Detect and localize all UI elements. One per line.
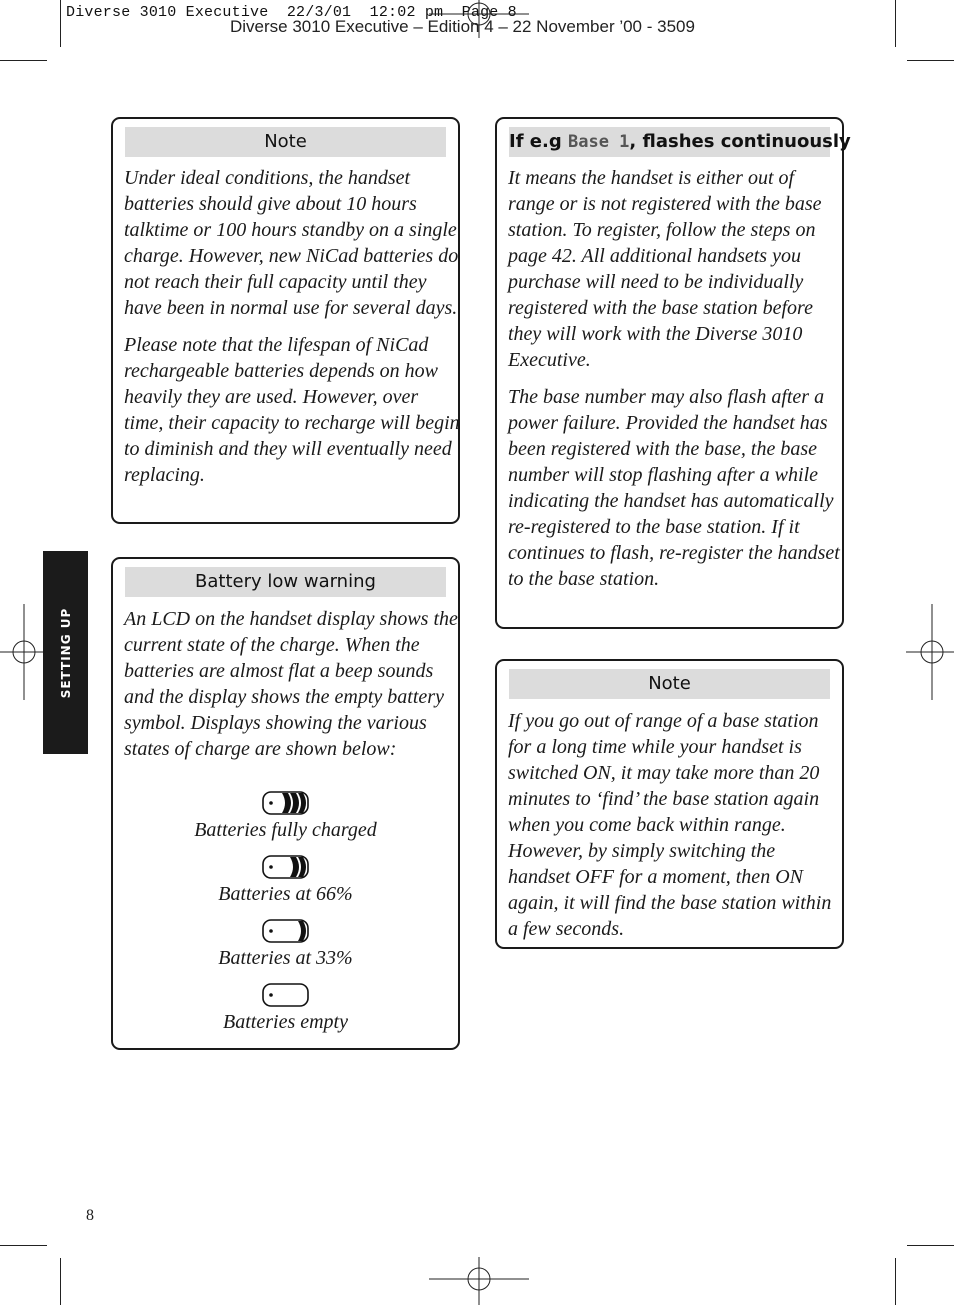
battery-state-full bbox=[113, 791, 458, 843]
page-number: 8 bbox=[86, 1207, 94, 1224]
paragraph: The base number may also flash after a power failure. Provided the handset has been registered with the base, the base number will stop flashing after a while indicating the handset has automatically re-registered to the base station. If it continues to flash, re-register the handset to the base station. bbox=[508, 386, 840, 590]
paragraph: Please note that the lifespan of NiCad rechargeable batteries depends on how heavily they are used. However, over time, their capacity to recharge will begin to diminish and they will eventually need replacing. bbox=[124, 334, 460, 486]
paragraph: It means the handset is either out of range or is not registered with the base station. To register, follow the steps on page 42. All additional handsets you purchase will need to be individually registered with the base station before they will work with the Diverse 3010 Executive. bbox=[508, 167, 822, 371]
battery-66-icon bbox=[262, 855, 310, 879]
registration-mark bbox=[429, 1257, 529, 1305]
paragraph: Under ideal conditions, the handset batteries should give about 10 hours talktime or 100 hours standby on a single charge. However, new NiCad batteries do not reach their full capacity until they have been in normal use for several days. bbox=[124, 167, 459, 319]
note-box bbox=[111, 117, 460, 524]
base-flash-title bbox=[509, 127, 851, 157]
battery-state-label: Batteries empty bbox=[223, 1011, 348, 1033]
paragraph: If you go out of range of a base station for a long time while your handset is switched ON, it may take more than 20 minutes to ‘find’ the base station again when you come back within range. However, by simply switching the handset OFF for a moment, then ON again, it will find the base station within a few seconds. bbox=[508, 710, 832, 940]
note-box-2-body bbox=[508, 708, 842, 953]
section-tab-label: SETTING UP bbox=[58, 607, 73, 698]
crop-mark bbox=[60, 0, 61, 47]
battery-state-label: Batteries at 33% bbox=[218, 947, 353, 969]
battery-warning-intro: An LCD on the handset display shows the current state of the charge. When the batteries are almost flat a beep sounds and the display shows the empty battery symbol. Displays showing the various states of charge are shown below: bbox=[124, 608, 458, 760]
battery-warning-title: Battery low warning bbox=[125, 567, 446, 597]
note-box-title: Note bbox=[125, 127, 446, 157]
registration-mark bbox=[906, 604, 954, 700]
crop-mark bbox=[60, 1258, 61, 1305]
title-prefix: If e.g bbox=[509, 131, 568, 152]
battery-warning-box bbox=[111, 557, 460, 1050]
note-box-body bbox=[124, 165, 460, 499]
battery-33-icon bbox=[262, 919, 310, 943]
crop-mark bbox=[907, 60, 954, 61]
title-suffix: , flashes continuously bbox=[629, 131, 851, 152]
battery-state-label: Batteries at 66% bbox=[218, 883, 353, 905]
crop-mark bbox=[895, 1258, 896, 1305]
crop-mark bbox=[0, 60, 47, 61]
printer-slug: Diverse 3010 Executive 22/3/01 12:02 pm Page 8 bbox=[66, 4, 517, 21]
edition-line: Diverse 3010 Executive – Edition 4 – 22 November ’00 - 3509 bbox=[230, 17, 695, 36]
battery-full-icon bbox=[262, 791, 310, 815]
battery-state-66 bbox=[113, 855, 458, 907]
note-box-2-title: Note bbox=[509, 669, 830, 699]
battery-state-33 bbox=[113, 919, 458, 971]
crop-mark bbox=[895, 0, 896, 47]
title-code: Base 1 bbox=[568, 132, 630, 152]
crop-mark bbox=[907, 1245, 954, 1246]
battery-state-empty bbox=[113, 983, 458, 1035]
base-flash-box bbox=[495, 117, 851, 629]
base-flash-body bbox=[508, 165, 842, 603]
registration-mark bbox=[429, 0, 529, 40]
section-tab bbox=[43, 551, 88, 754]
registration-mark bbox=[0, 604, 48, 700]
crop-mark bbox=[0, 1245, 47, 1246]
note-box-2 bbox=[495, 659, 844, 949]
battery-empty-icon bbox=[262, 983, 310, 1007]
battery-state-label: Batteries fully charged bbox=[194, 819, 377, 841]
